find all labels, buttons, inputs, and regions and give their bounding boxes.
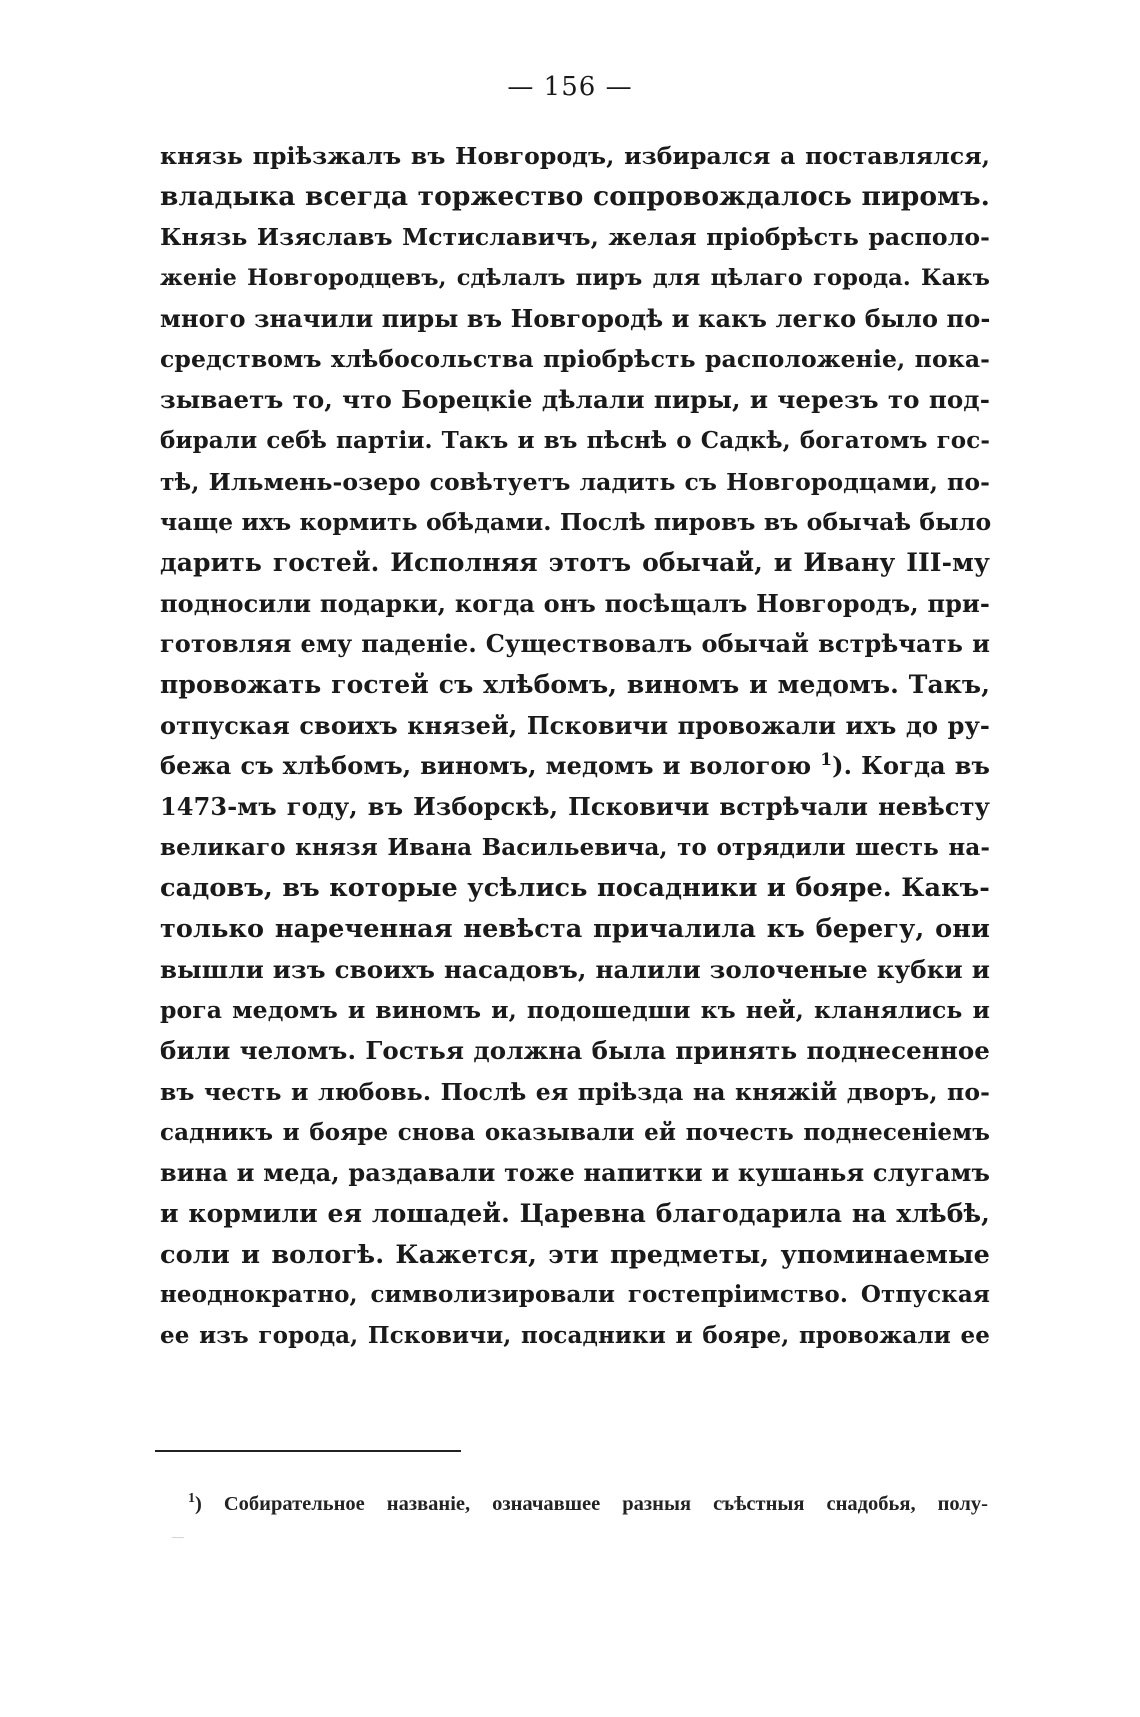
text-line: тѣ, Ильмень-озеро совѣтуетъ ладить съ Новгородцами, по- bbox=[160, 467, 990, 496]
text-line: вышли изъ своихъ насадовъ, налили золоченые кубки и bbox=[160, 954, 990, 984]
text-line: князь пріѣзжалъ въ Новгородъ, избирался а поставлялся, bbox=[160, 142, 990, 170]
text-line: провожать гостей съ хлѣбомъ, виномъ и медомъ. Такъ, bbox=[160, 669, 990, 699]
body-text bbox=[160, 136, 990, 1357]
text-line: дарить гостей. Исполняя этотъ обычай, и Ивану III-му bbox=[160, 547, 990, 577]
text-line: соли и вологѣ. Кажется, эти предметы, упоминаемые bbox=[160, 1239, 990, 1270]
text-line: средствомъ хлѣбосольства пріобрѣсть расположеніе, пока- bbox=[160, 345, 990, 374]
text-line: садникъ и бояре снова оказывали ей почесть поднесеніемъ bbox=[160, 1118, 990, 1146]
text-line: 1473-мъ году, въ Изборскѣ, Псковичи встрѣчали невѣсту bbox=[160, 792, 990, 821]
footnote-line bbox=[188, 1487, 988, 1521]
page-number: — 156 — bbox=[507, 72, 633, 102]
text-line-with-footnote bbox=[160, 746, 990, 787]
footnote-text: ) Собирательное названіе, означавшее разныя съѣстныя снадобья, полу- bbox=[195, 1493, 988, 1515]
footnote-number: 1 bbox=[188, 1491, 195, 1507]
footnote bbox=[188, 1487, 988, 1555]
text-line: неоднократно, символизировали гостепріимство. Отпуская bbox=[160, 1281, 990, 1309]
text-segment: ). Когда въ bbox=[832, 751, 990, 781]
text-line: владыка всегда торжество сопровождалось пиромъ. bbox=[160, 180, 990, 212]
text-line: отпуская своихъ князей, Псковичи провожали ихъ до ру- bbox=[160, 710, 990, 740]
footnote-line bbox=[172, 1521, 988, 1555]
text-segment: бежа съ хлѣбомъ, виномъ, медомъ и вологою bbox=[160, 751, 812, 781]
text-line: садовъ, въ которые усѣлись посадники и бояре. Какъ- bbox=[160, 873, 990, 904]
text-line: великаго князя Ивана Васильевича, то отрядили шесть на- bbox=[160, 833, 990, 861]
text-line: рога медомъ и виномъ и, подошедши къ ней, кланялись и bbox=[160, 996, 990, 1025]
text-line: Князь Изяславъ Мстиславичъ, желая пріобрѣсть располо- bbox=[160, 223, 990, 252]
text-line: чаще ихъ кормить обѣдами. Послѣ пировъ въ обычаѣ было bbox=[160, 508, 992, 537]
text-line: подносили подарки, когда онъ посѣщалъ Новгородъ, при- bbox=[160, 588, 990, 618]
text-line: много значили пиры въ Новгородѣ и какъ легко было по- bbox=[160, 303, 991, 333]
footnote-reference: 1 bbox=[820, 750, 833, 771]
text-line: ее изъ города, Псковичи, посадники и бояре, провожали ее bbox=[160, 1321, 990, 1349]
text-line: женіе Новгородцевъ, сдѣлалъ пиръ для цѣлаго города. Какъ bbox=[160, 265, 990, 292]
text-line: только нареченная невѣста причалила къ берегу, они bbox=[160, 914, 990, 945]
footnote-divider bbox=[155, 1450, 461, 1452]
text-line: зываетъ то, что Борецкіе дѣлали пиры, и черезъ то под- bbox=[160, 385, 990, 415]
text-line: въ честь и любовь. Послѣ ея пріѣзда на княжій дворъ, по- bbox=[160, 1077, 990, 1106]
text-line: вина и меда, раздавали тоже напитки и кушанья слугамъ bbox=[160, 1158, 990, 1188]
text-line: били челомъ. Гостья должна была принять поднесенное bbox=[160, 1036, 990, 1066]
text-line: бирали себѣ партіи. Такъ и въ пѣснѣ о Садкѣ, богатомъ гос- bbox=[160, 426, 990, 454]
text-line: и кормили ея лошадей. Царевна благодарила на хлѣбѣ, bbox=[160, 1198, 990, 1228]
text-line: готовляя ему паденіе. Существовалъ обычай встрѣчать и bbox=[160, 629, 990, 659]
